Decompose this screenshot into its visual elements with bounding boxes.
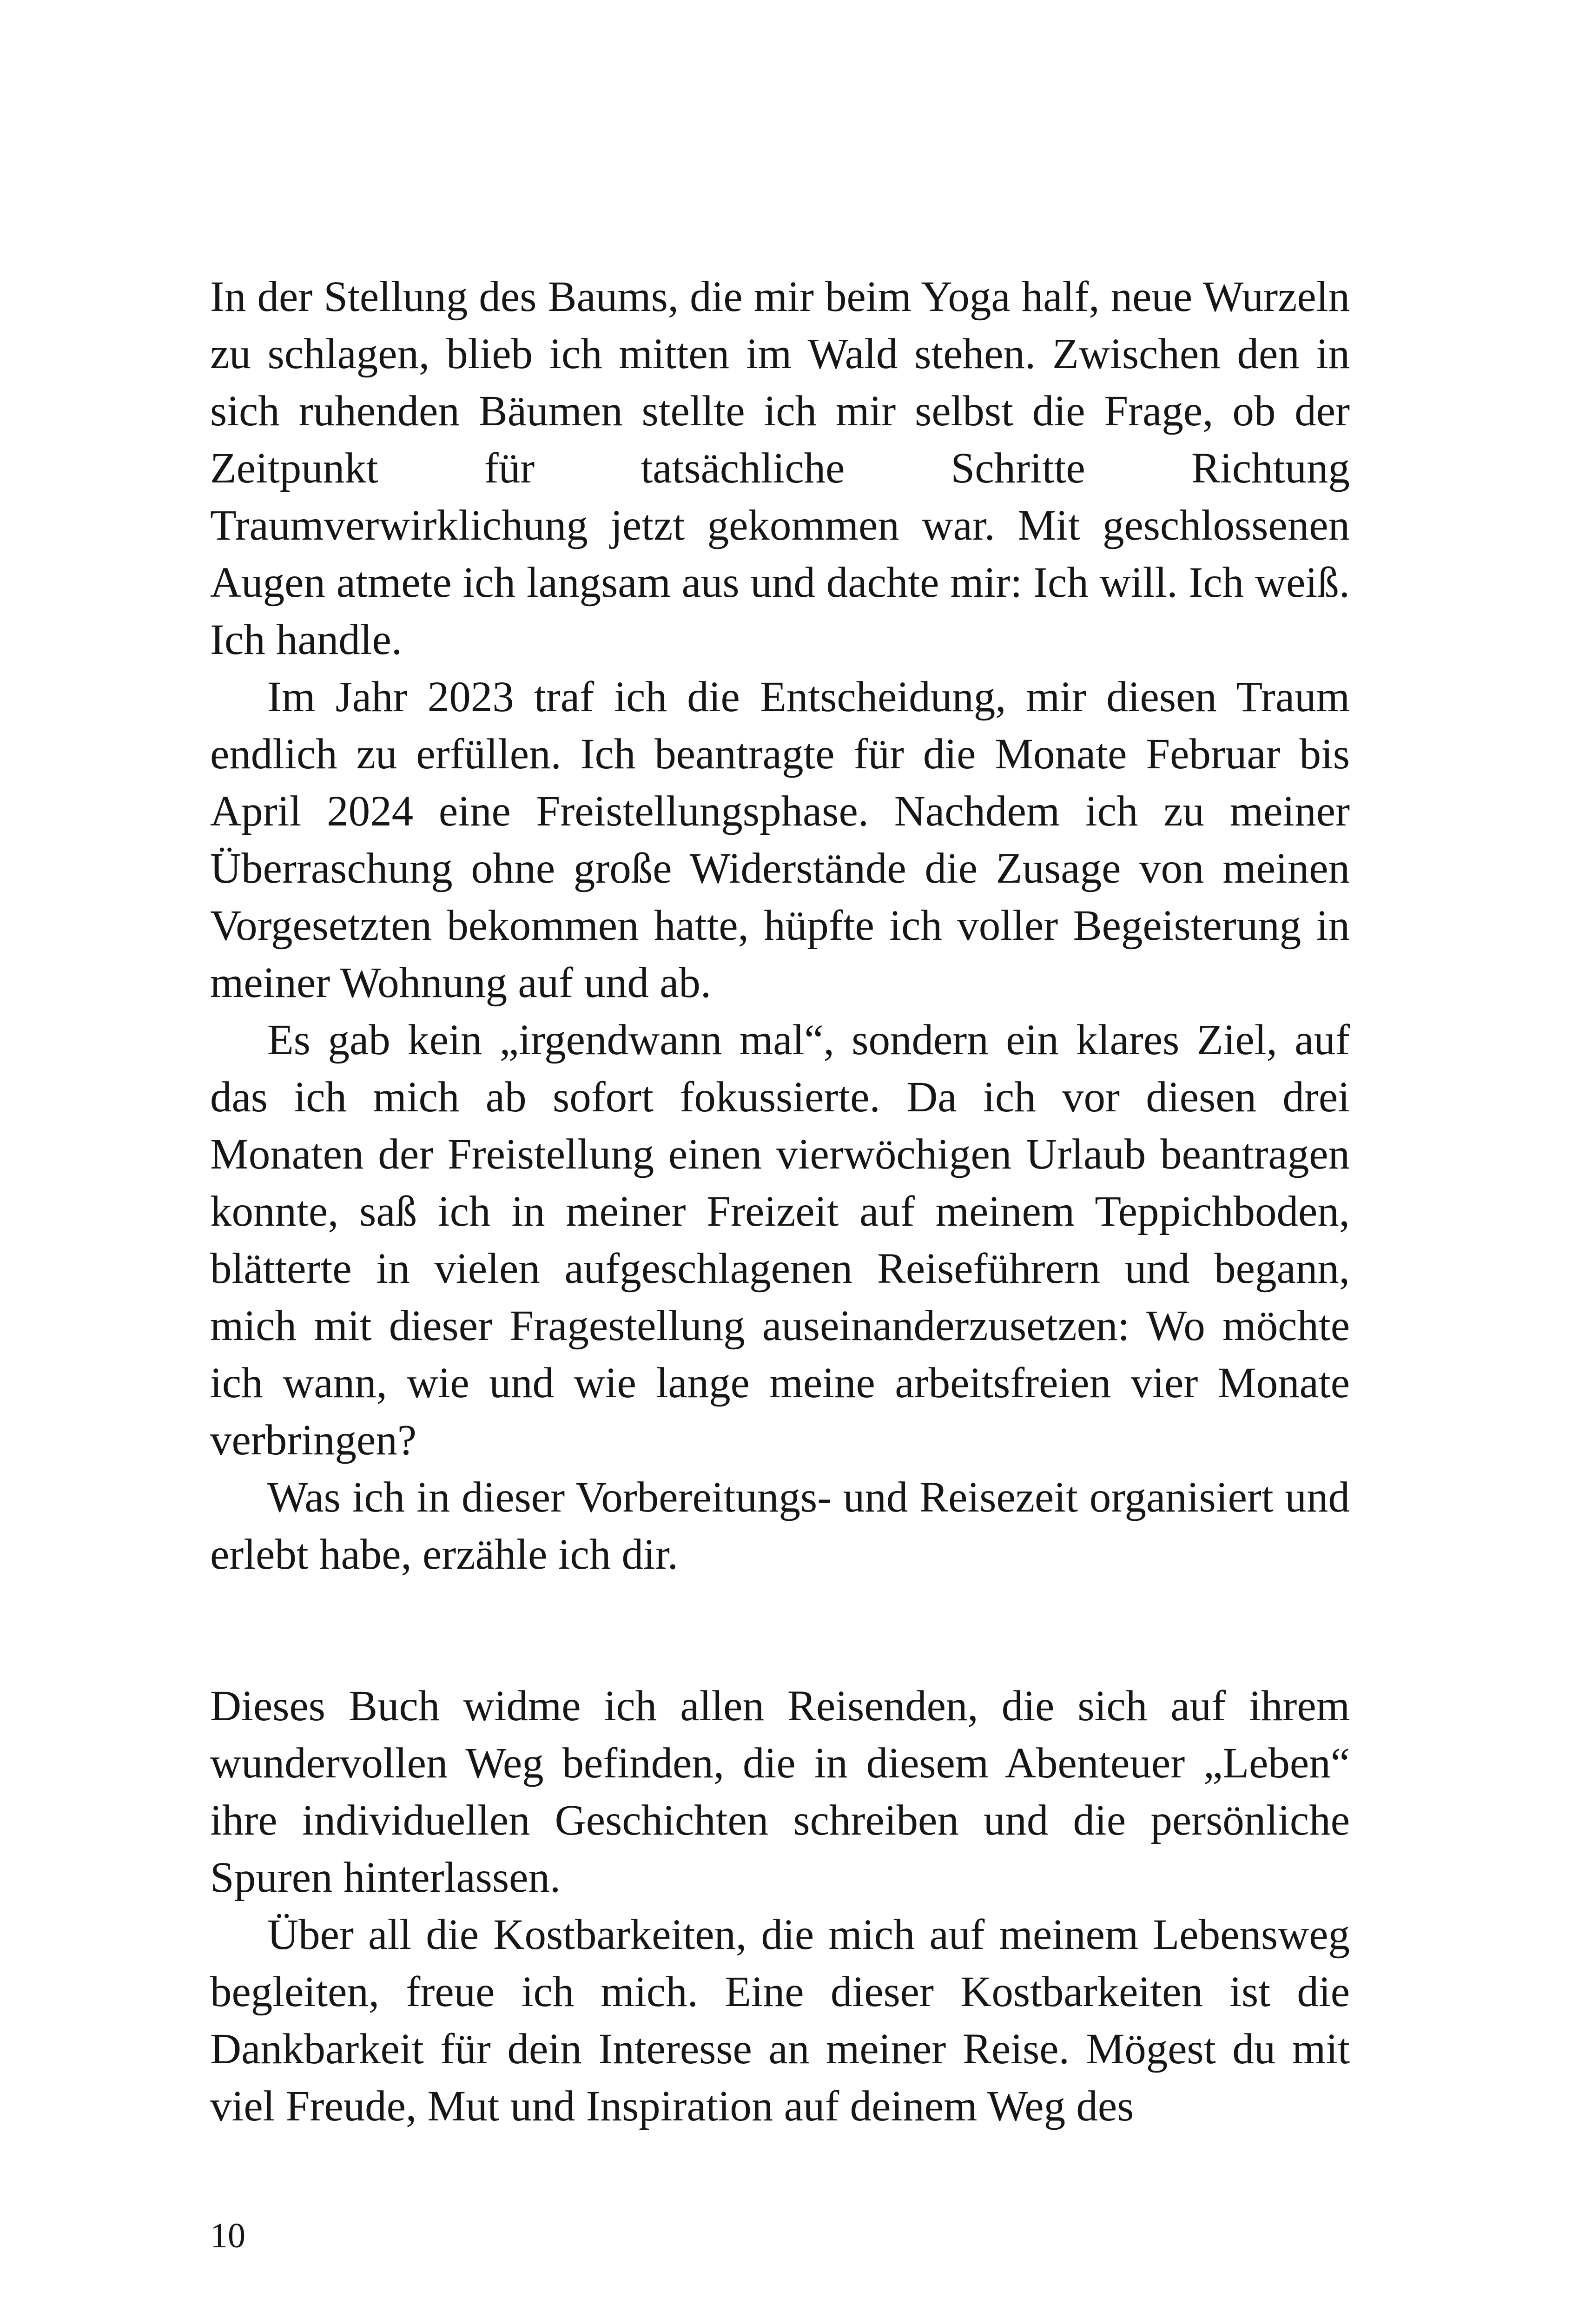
paragraph: Es gab kein „irgendwann mal“, sondern ein klares Ziel, auf das ich mich ab sofort fokussierte. Da ich vor diesen drei Monaten der Freistellung einen vierwöchigen Urlaub beantragen konnte, saß ich in meiner Freizeit auf meinem Teppichboden, blätterte in vielen aufgeschlagenen Reiseführern und begann, mich mit dieser Fragestellung auseinanderzusetzen: Wo möchte ich wann, wie und wie lange meine arbeitsfreien vier Monate verbringen? (210, 1016, 1350, 1464)
paragraph: Was ich in dieser Vorbereitungs- und Reisezeit organisiert und erlebt habe, erzähle ich dir. (210, 1473, 1350, 1578)
text-block-dedication (210, 1677, 1350, 2135)
paragraph: Im Jahr 2023 traf ich die Entscheidung, mir diesen Traum endlich zu erfüllen. Ich beantragte für die Monate Februar bis April 2024 eine Freistellungsphase. Nachdem ich zu meiner Überraschung ohne große Widerstände die Zusage von meinen Vorgesetzten bekommen hatte, hüpfte ich voller Begeisterung in meiner Wohnung auf und ab. (210, 673, 1350, 1007)
page-number: 10 (210, 2216, 245, 2255)
text-block-main (210, 268, 1350, 1583)
paragraph: Dieses Buch widme ich allen Reisenden, die sich auf ihrem wundervollen Weg befinden, die in diesem Abenteuer „Leben“ ihre individuellen Geschichten schreiben und die persönliche Spuren hinterlassen. (210, 1682, 1350, 1901)
paragraph: Über all die Kostbarkeiten, die mich auf meinem Lebensweg begleiten, freue ich mich. Eine dieser Kostbarkeiten ist die Dankbarkeit für dein Interesse an meiner Reise. Mögest du mit viel Freude, Mut und Inspiration auf deinem Weg des (210, 1911, 1350, 2130)
paragraph: In der Stellung des Baums, die mir beim Yoga half, neue Wurzeln zu schlagen, blieb ich mitten im Wald stehen. Zwischen den in sich ruhenden Bäumen stellte ich mir selbst die Frage, ob der Zeitpunkt für tatsächliche Schritte Richtung Traumverwirklichung jetzt gekommen war. Mit geschlossenen Augen atmete ich langsam aus und dachte mir: Ich will. Ich weiß. Ich handle. (210, 273, 1350, 664)
